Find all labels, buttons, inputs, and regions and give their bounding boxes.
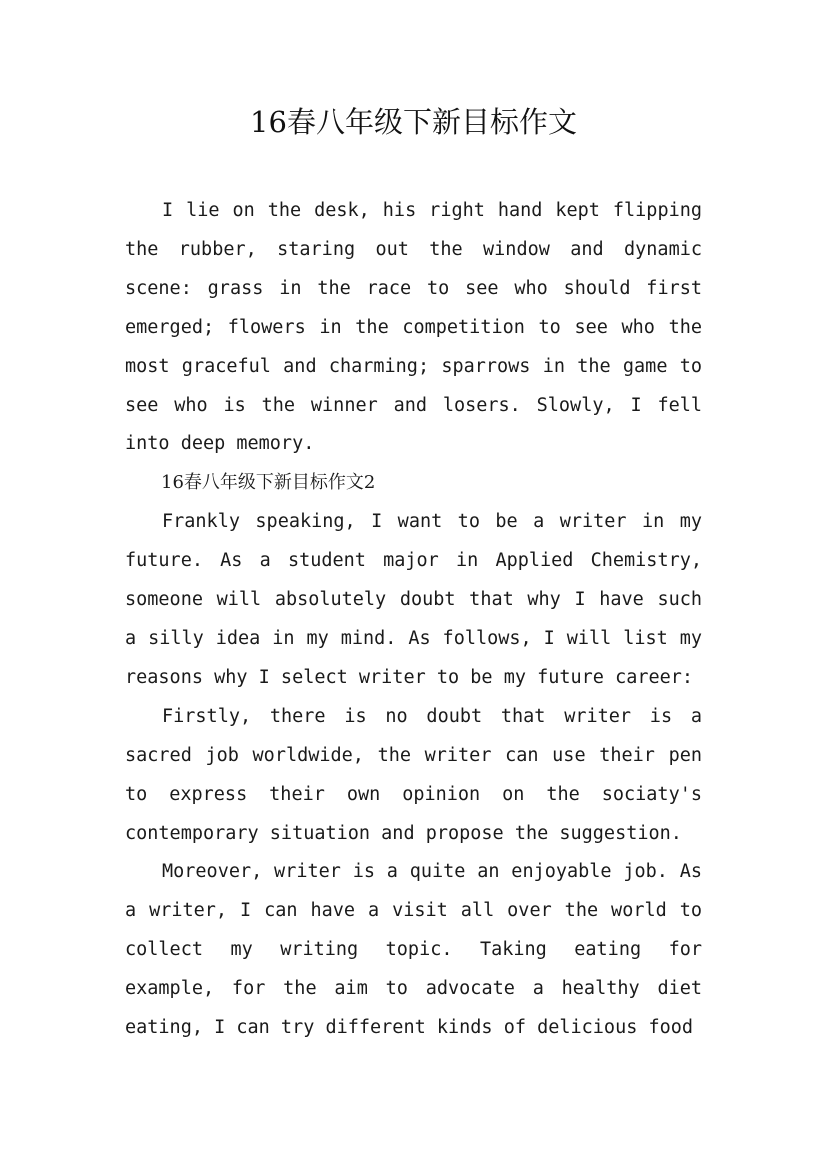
page-title: 16春八年级下新目标作文	[250, 105, 577, 139]
paragraph-1: I lie on the desk, his right hand kept flipping the rubber, staring out the window and dynamic scene: grass in the race to see who should first emerged; flowers in the competition to see who the most graceful and charming; sparrows in the game to see who is the winner and losers. Slowly, I fell into deep memory.	[125, 200, 702, 455]
section-heading-2: 16春八年级下新目标作文2	[161, 472, 376, 494]
paragraph-2: Frankly speaking, I want to be a writer in my future. As a student major in Applied Chemistry, someone will absolutely doubt that why I have such a silly idea in my mind. As follows, I will list my reasons why I select writer to be my future career:	[125, 511, 702, 688]
document-body	[125, 192, 702, 1048]
paragraph-3: Firstly, there is no doubt that writer is a sacred job worldwide, the writer can use their pen to express their own opinion on the sociaty's contemporary situation and propose the suggestion.	[125, 705, 702, 844]
paragraph-4: Moreover, writer is a quite an enjoyable job. As a writer, I can have a visit all over the world to collect my writing topic. Taking eating for example, for the aim to advocate a healthy diet eating, I can try different kinds of delicious food	[125, 861, 702, 1039]
